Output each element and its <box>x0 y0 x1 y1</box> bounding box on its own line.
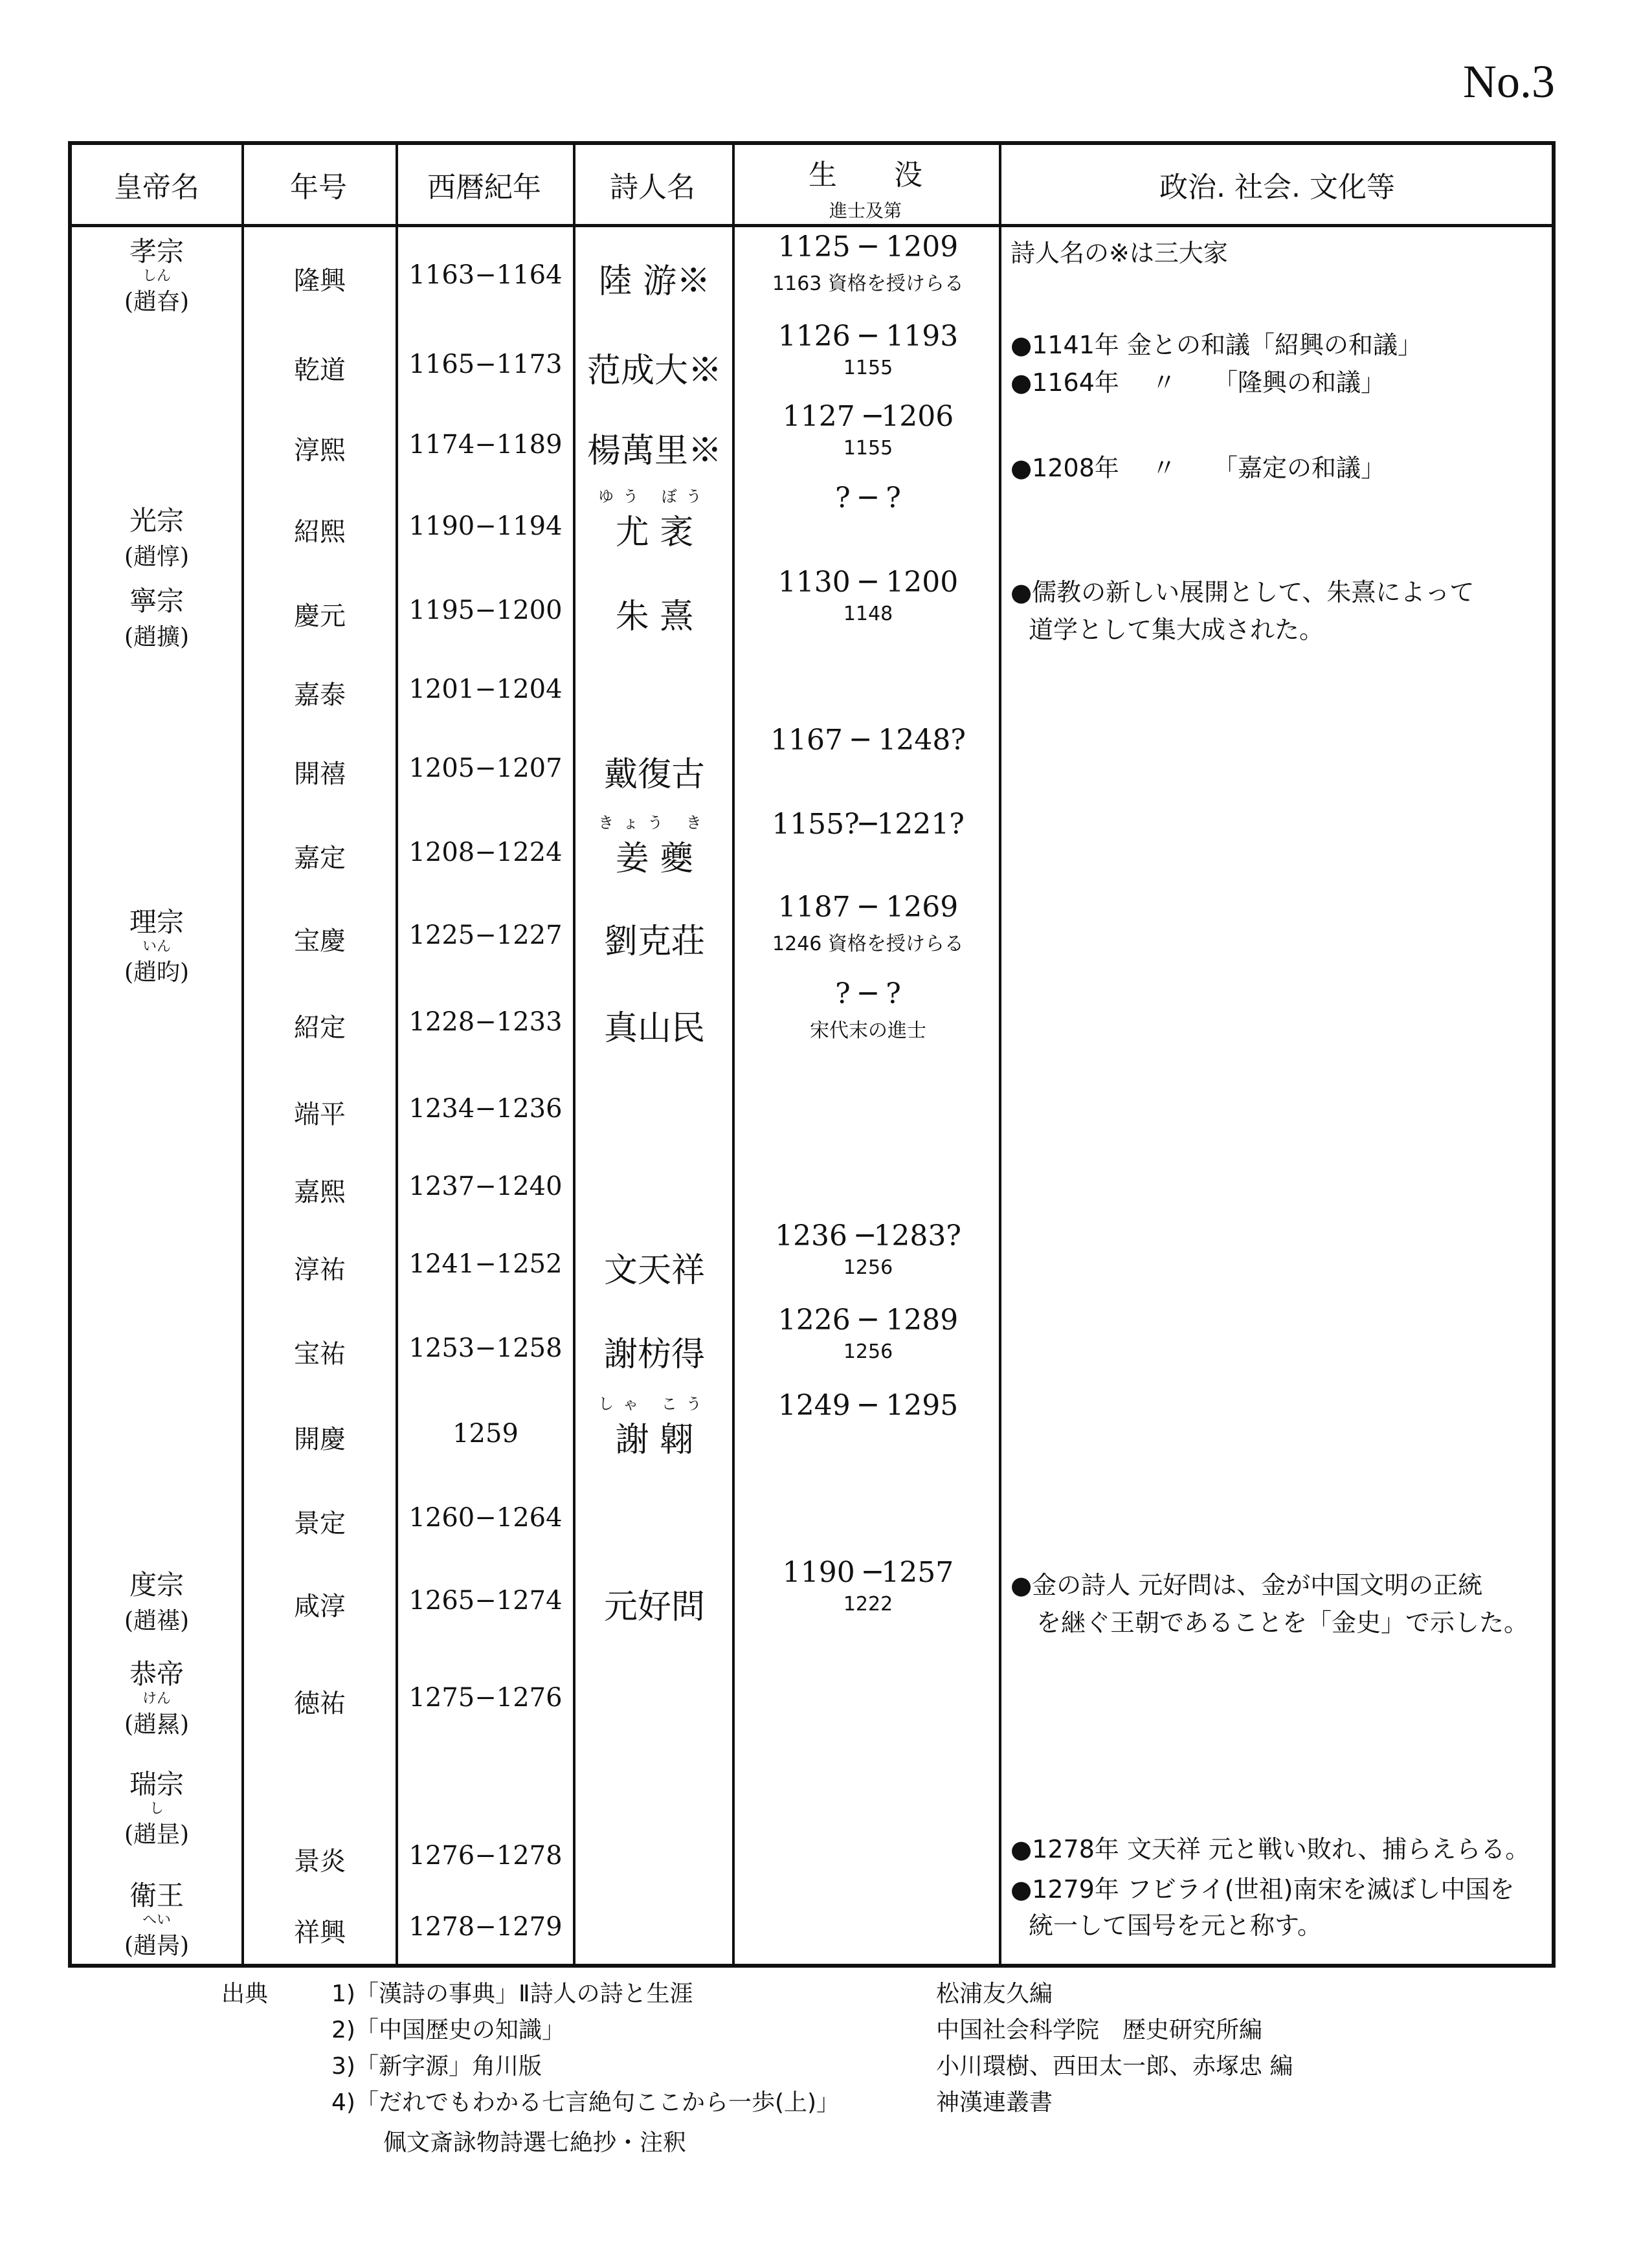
column-divider <box>573 145 575 1964</box>
header-years: 西暦紀年 <box>427 171 541 204</box>
header-poet: 詩人名 <box>610 171 695 204</box>
year-range: 1225−1227 <box>408 920 563 950</box>
poet-name <box>577 1327 732 1375</box>
life-dates: 1187 ─ 1269 <box>777 891 959 924</box>
emperor-name: 孝宗 <box>129 236 184 267</box>
poet-name-text: 尤 袤 <box>615 513 694 552</box>
era-name: 開慶 <box>294 1425 346 1454</box>
year-range: 1275−1276 <box>408 1683 563 1713</box>
note-text: ●儒教の新しい展開として、朱熹によって <box>1010 578 1475 606</box>
emperor-name: 度宗 <box>129 1569 184 1601</box>
source-title: 3)「新字源」角川版 <box>331 2053 542 2080</box>
poet-name-text: 陸 游※ <box>598 262 711 301</box>
poet-name <box>577 914 732 962</box>
emperor-cell <box>72 901 241 987</box>
year-range: 1234−1236 <box>408 1094 563 1124</box>
source-editor: 小川環樹、西田太一郎、赤塚忠 編 <box>936 2053 1293 2080</box>
header-life <box>732 145 999 224</box>
year-range: 1208−1224 <box>408 838 563 867</box>
era-name: 端平 <box>294 1100 346 1129</box>
year-range: 1276−1278 <box>408 1841 563 1871</box>
life-dates: 1167 ─ 1248? <box>770 724 966 757</box>
emperor-personal-name: (趙惇) <box>124 544 190 570</box>
emperor-ruby: へい <box>142 1912 171 1928</box>
era-name: 嘉泰 <box>294 680 346 710</box>
era-name: 嘉熙 <box>294 1177 346 1207</box>
source-title: 4)「だれでもわかる七言絶句ここから一歩(上)」 <box>331 2089 840 2116</box>
year-range: 1253−1258 <box>408 1333 563 1363</box>
jinshi-year: 1256 <box>843 1256 893 1279</box>
poet-name <box>577 1395 732 1461</box>
column-divider <box>732 145 735 1964</box>
emperor-cell <box>72 500 241 572</box>
poet-name-text: 戴復古 <box>603 755 705 794</box>
poet-name-text: 朱 熹 <box>615 597 694 636</box>
source-title: 2)「中国歴史の知識」 <box>331 2017 565 2043</box>
poet-name-text: 謝 翺 <box>615 1421 694 1460</box>
jinshi-year: 1155 <box>843 357 893 379</box>
note-text: を継ぐ王朝であることを「金史」で示した。 <box>1036 1608 1529 1637</box>
year-range: 1163−1164 <box>408 260 563 290</box>
life-dates: 1130 ─ 1200 <box>777 566 959 599</box>
jinshi-year: 1163 資格を授けらる <box>772 272 964 295</box>
poet-name <box>577 1579 732 1628</box>
emperor-name: 光宗 <box>129 505 184 537</box>
emperor-cell <box>72 1874 241 1961</box>
poet-name <box>577 254 732 302</box>
life-dates: 1226 ─ 1289 <box>777 1304 959 1337</box>
life-dates: 1126 ─ 1193 <box>777 320 959 353</box>
poet-name-text: 范成大※ <box>586 351 722 390</box>
year-range: 1201−1204 <box>408 674 563 704</box>
era-name: 紹定 <box>294 1013 346 1043</box>
poet-ruby: しゃ こう <box>598 1395 711 1413</box>
emperor-ruby: し <box>149 1801 164 1817</box>
note-text: 道学として集大成された。 <box>1029 616 1324 644</box>
poet-name-text: 楊萬里※ <box>586 432 722 471</box>
note-text: ●1141年 金との和議「紹興の和議」 <box>1010 331 1422 359</box>
life-dates: 1249 ─ 1295 <box>777 1389 959 1422</box>
life-dates: ? ─ ? <box>835 977 901 1010</box>
chronology-table <box>68 141 1556 1968</box>
emperor-name: 寧宗 <box>129 585 184 617</box>
life-span <box>736 1304 1000 1363</box>
emperor-personal-name: (趙昺) <box>124 1933 190 1959</box>
jinshi-year: 1256 <box>843 1340 893 1363</box>
emperor-ruby: いん <box>142 939 171 955</box>
emperor-personal-name: (趙昰) <box>124 1821 190 1848</box>
life-span <box>736 320 1000 379</box>
source-title: 1)「漢詩の事典」Ⅱ詩人の詩と生涯 <box>331 1981 693 2007</box>
year-range: 1259 <box>452 1419 519 1449</box>
emperor-name: 衛王 <box>129 1880 184 1911</box>
emperor-cell <box>72 1564 241 1636</box>
poet-name <box>577 1001 732 1049</box>
life-span <box>736 891 1000 956</box>
note-text: 統一して国号を元と称す。 <box>1029 1911 1322 1940</box>
life-span <box>736 230 1000 296</box>
life-span <box>736 977 1000 1043</box>
poet-name-text: 真山民 <box>603 1009 705 1048</box>
era-name: 乾道 <box>294 355 346 385</box>
poet-name <box>577 814 732 880</box>
life-dates: 1155?─1221? <box>772 808 965 841</box>
poet-name <box>577 747 732 795</box>
poet-name-text: 姜 夔 <box>615 839 694 878</box>
emperor-name: 理宗 <box>129 906 184 938</box>
year-range: 1205−1207 <box>408 753 563 783</box>
source-editor: 松浦友久編 <box>936 1981 1053 2007</box>
header-emperor: 皇帝名 <box>114 171 199 204</box>
poet-name <box>577 343 732 392</box>
note-text: ●1208年 〃 「嘉定の和議」 <box>1010 454 1385 482</box>
page-number: No.3 <box>1463 56 1555 107</box>
year-range: 1190−1194 <box>408 511 563 541</box>
life-span <box>736 724 1000 757</box>
poet-name <box>577 1243 732 1291</box>
poet-name <box>577 488 732 553</box>
jinshi-year: 1148 <box>843 603 893 625</box>
poet-name <box>577 589 732 638</box>
era-name: 開禧 <box>294 759 346 789</box>
column-divider <box>241 145 244 1964</box>
emperor-personal-name: (趙擴) <box>124 624 190 650</box>
poet-name-text: 文天祥 <box>603 1251 705 1290</box>
era-name: 宝慶 <box>294 926 346 956</box>
emperor-cell <box>72 1653 241 1739</box>
source-editor: 中国社会科学院 歴史研究所編 <box>936 2017 1263 2043</box>
life-span <box>736 1389 1000 1422</box>
era-name: 紹熙 <box>294 517 346 547</box>
poet-name <box>577 423 732 472</box>
jinshi-year: 1222 <box>843 1593 893 1616</box>
year-range: 1165−1173 <box>408 350 563 379</box>
year-range: 1260−1264 <box>408 1503 563 1533</box>
note-text: ●1164年 〃 「隆興の和議」 <box>1010 368 1385 397</box>
year-range: 1228−1233 <box>408 1007 563 1037</box>
source-extra: 佩文斎詠物詩選七絶抄・注釈 <box>383 2129 687 2156</box>
era-name: 淳熙 <box>294 436 346 465</box>
jinshi-year: 宋代末の進士 <box>810 1019 926 1042</box>
era-name: 嘉定 <box>294 843 346 873</box>
note-text: ●1278年 文天祥 元と戦い敗れ、捕らえらる。 <box>1010 1835 1530 1863</box>
header-life-sub: 進士及第 <box>829 200 902 221</box>
header-era: 年号 <box>290 171 347 204</box>
header-life-label: 生 没 <box>809 159 922 192</box>
poet-name-text: 謝枋得 <box>603 1335 705 1374</box>
era-name: 慶元 <box>294 601 346 631</box>
note-text: 詩人名の※は三大家 <box>1010 239 1228 267</box>
emperor-name: 瑞宗 <box>129 1768 184 1800</box>
emperor-cell <box>72 580 241 652</box>
era-name: 祥興 <box>294 1918 346 1948</box>
jinshi-year: 1246 資格を授けらる <box>772 933 964 955</box>
life-span <box>736 1219 1000 1279</box>
life-span <box>736 1556 1000 1616</box>
life-dates: 1190 ─1257 <box>782 1556 954 1589</box>
jinshi-year: 1155 <box>843 437 893 460</box>
column-divider <box>396 145 398 1964</box>
life-span <box>736 482 1000 515</box>
life-dates: ? ─ ? <box>835 482 901 515</box>
emperor-name: 恭帝 <box>129 1658 184 1690</box>
emperor-personal-name: (趙㬎) <box>124 1711 190 1738</box>
poet-name-text: 劉克荘 <box>603 922 705 961</box>
note-text: ●1279年 フビライ(世祖)南宋を滅ぼし中国を <box>1010 1875 1515 1904</box>
era-name: 咸淳 <box>294 1592 346 1621</box>
era-name: 徳祐 <box>294 1689 346 1718</box>
era-name: 景炎 <box>294 1847 346 1876</box>
life-dates: 1125 ─ 1209 <box>777 230 959 263</box>
life-dates: 1127 ─1206 <box>782 400 954 433</box>
era-name: 隆興 <box>294 266 346 296</box>
poet-name-text: 元好問 <box>603 1588 705 1627</box>
emperor-ruby: けん <box>142 1691 171 1707</box>
sources-label: 出典 <box>221 1981 269 2007</box>
life-span <box>736 400 1000 460</box>
life-dates: 1236 ─1283? <box>774 1219 962 1252</box>
year-range: 1265−1274 <box>408 1586 563 1616</box>
header-divider <box>72 224 1552 227</box>
life-span <box>736 808 1000 841</box>
emperor-personal-name: (趙昀) <box>124 959 190 986</box>
note-text: ●金の詩人 元好問は、金が中国文明の正統 <box>1010 1571 1483 1599</box>
life-span <box>736 566 1000 625</box>
era-name: 淳祐 <box>294 1255 346 1285</box>
era-name: 景定 <box>294 1509 346 1539</box>
year-range: 1195−1200 <box>408 595 563 625</box>
emperor-ruby: しん <box>142 268 171 284</box>
year-range: 1241−1252 <box>408 1249 563 1279</box>
header-notes: 政治. 社会. 文化等 <box>1159 171 1395 204</box>
emperor-personal-name: (趙昚) <box>124 289 190 315</box>
source-editor: 神漢連叢書 <box>936 2089 1053 2116</box>
poet-ruby: きょう き <box>598 814 711 832</box>
emperor-cell <box>72 230 241 317</box>
year-range: 1237−1240 <box>408 1172 563 1201</box>
poet-ruby: ゆう ぼう <box>598 487 711 506</box>
emperor-personal-name: (趙禥) <box>124 1608 190 1634</box>
era-name: 宝祐 <box>294 1339 346 1369</box>
emperor-cell <box>72 1763 241 1849</box>
year-range: 1174−1189 <box>408 430 563 460</box>
year-range: 1278−1279 <box>408 1912 563 1942</box>
